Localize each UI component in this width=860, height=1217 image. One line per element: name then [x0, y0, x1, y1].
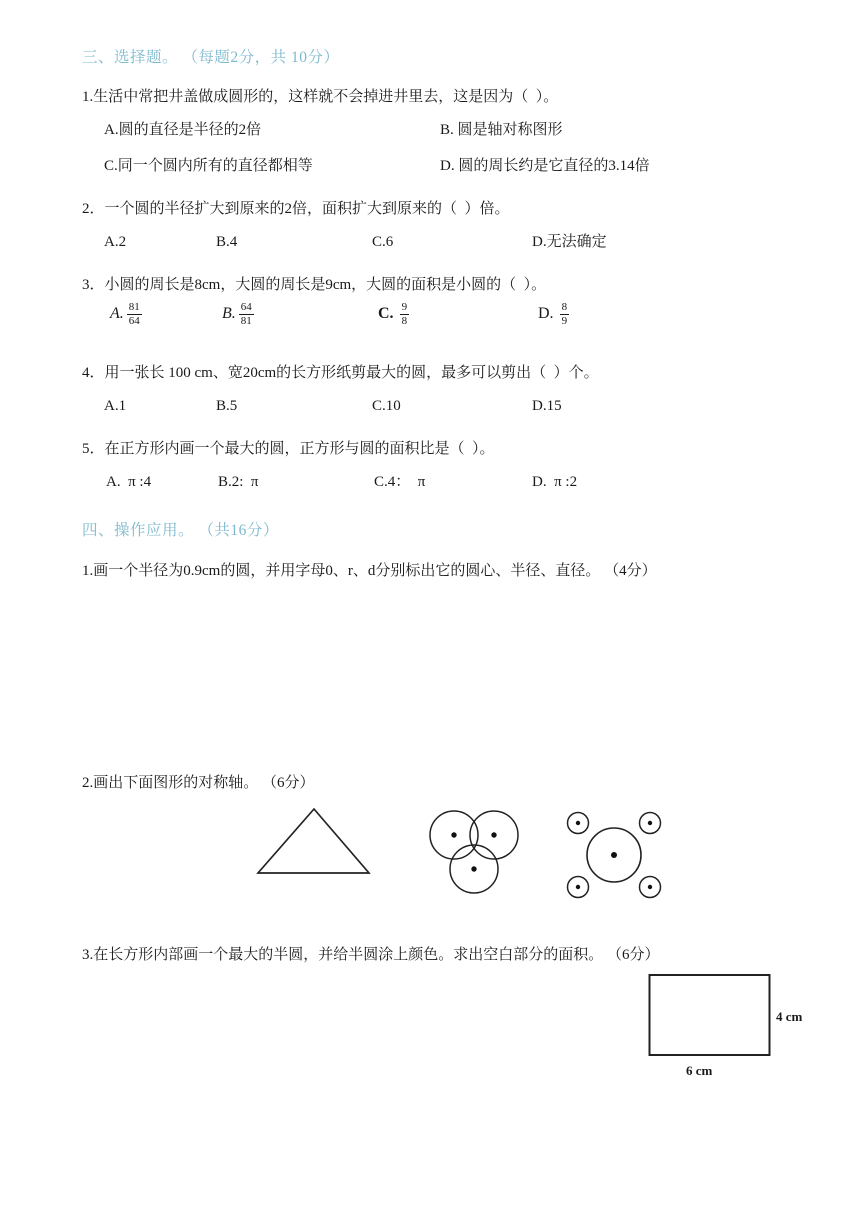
section-heading-operations: 四、操作应用。 （共16分） — [82, 522, 279, 540]
section-heading-multiple-choice: 三、选择题。 （每题2分，共 10分） — [82, 49, 340, 66]
question-stem-4-1: 1.画一个半径为0.9cm的圆，并用字母0、r、d分别标出它的圆心、半径、直径。 （4分） — [82, 562, 657, 579]
question-stem-3-4: 4．用一张长 100 cm、宽20cm的长方形纸剪最大的圆，最多可以剪出（ ）个。 — [82, 365, 599, 382]
worksheet-content — [82, 46, 782, 977]
option-3-1-A[interactable]: A.圆的直径是半径的2倍 — [104, 122, 262, 139]
option-3-5-A[interactable]: A. π :4 — [106, 474, 152, 491]
question-stem-4-3: 3.在长方形内部画一个最大的半圆，并给半圆涂上颜色。求出空白部分的面积。 （6分） — [82, 946, 660, 963]
option-3-1-D[interactable]: D. 圆的周长约是它直径的3.14倍 — [440, 158, 650, 175]
answer-workspace-4-1[interactable] — [82, 593, 782, 771]
question-stem-3-1: 1.生活中常把井盖做成圆形的，这样就不会掉进井里去，这是因为（ ）。 — [82, 89, 559, 106]
fraction-numerator: 9 — [401, 301, 408, 314]
option-row-3-3 — [82, 301, 782, 347]
question-stem-3-3: 3．小圆的周长是8cm，大圆的周长是9cm，大圆的面积是小圆的（ ）。 — [82, 277, 547, 294]
symmetry-figures-row — [82, 805, 782, 913]
option-3-1-C[interactable]: C.同一个圆内所有的直径都相等 — [104, 158, 313, 175]
option-3-4-D[interactable]: D.15 — [532, 398, 562, 415]
rectangle-width-label: 6 cm — [686, 1063, 713, 1078]
fraction-denominator: 64 — [128, 314, 140, 327]
figure-circle-with-four-satellites — [562, 805, 666, 905]
option-row-3-5 — [82, 471, 782, 497]
option-row-3-1b — [82, 155, 782, 181]
fraction-9-8 — [400, 301, 410, 327]
option-3-3-D[interactable] — [538, 301, 569, 327]
option-row-3-1a — [82, 119, 782, 145]
option-3-2-C[interactable]: C.6 — [372, 234, 394, 251]
fraction-denominator: 8 — [401, 314, 408, 327]
option-3-4-B[interactable]: B.5 — [216, 398, 238, 415]
central-circle-four-small-circles-icon — [562, 805, 666, 905]
fraction-denominator: 9 — [561, 314, 568, 327]
option-3-4-A[interactable]: A.1 — [104, 398, 127, 415]
question-stem-3-2: 2．一个圆的半径扩大到原来的2倍，面积扩大到原来的（ ）倍。 — [82, 201, 510, 218]
question-stem-4-2: 2.画出下面图形的对称轴。 （6分） — [82, 774, 315, 791]
fraction-numerator: 64 — [240, 301, 252, 314]
option-3-5-B[interactable]: B.2: π — [218, 474, 259, 491]
option-3-4-C[interactable]: C.10 — [372, 398, 401, 415]
option-label-A: A. — [110, 305, 124, 323]
option-3-3-A[interactable] — [110, 301, 142, 327]
question-stem-3-5: 5．在正方形内画一个最大的圆，正方形与圆的面积比是（ ）。 — [82, 441, 495, 458]
fraction-denominator: 81 — [240, 314, 252, 327]
fraction-numerator: 81 — [128, 301, 140, 314]
option-3-2-B[interactable]: B.4 — [216, 234, 238, 251]
option-3-5-C[interactable]: C.4： π — [374, 474, 426, 491]
option-label-D: D. — [538, 305, 554, 323]
option-row-3-4 — [82, 395, 782, 421]
option-label-B: B. — [222, 305, 236, 323]
option-3-2-D[interactable]: D.无法确定 — [532, 234, 607, 251]
option-3-5-D[interactable]: D. π :2 — [532, 474, 578, 491]
triangle-icon — [252, 805, 382, 885]
figure-triangle — [252, 805, 382, 885]
rectangle-height-label: 4 cm — [776, 1009, 803, 1024]
figure-row-spacer — [82, 913, 782, 943]
option-3-3-B[interactable] — [222, 301, 254, 327]
three-overlapping-circles-icon — [422, 805, 522, 897]
option-label-C: C. — [378, 305, 394, 323]
rectangle-icon — [648, 972, 774, 1060]
option-3-1-B[interactable]: B. 圆是轴对称图形 — [440, 122, 563, 139]
figure-three-circles — [422, 805, 522, 897]
fraction-64-81 — [239, 301, 254, 327]
fraction-8-9 — [560, 301, 570, 327]
option-row-3-2 — [82, 231, 782, 257]
option-3-2-A[interactable]: A.2 — [104, 234, 127, 251]
option-3-3-C[interactable] — [378, 301, 409, 327]
fraction-numerator: 8 — [561, 301, 568, 314]
fraction-81-64 — [127, 301, 142, 327]
figure-rectangle — [648, 972, 774, 1060]
